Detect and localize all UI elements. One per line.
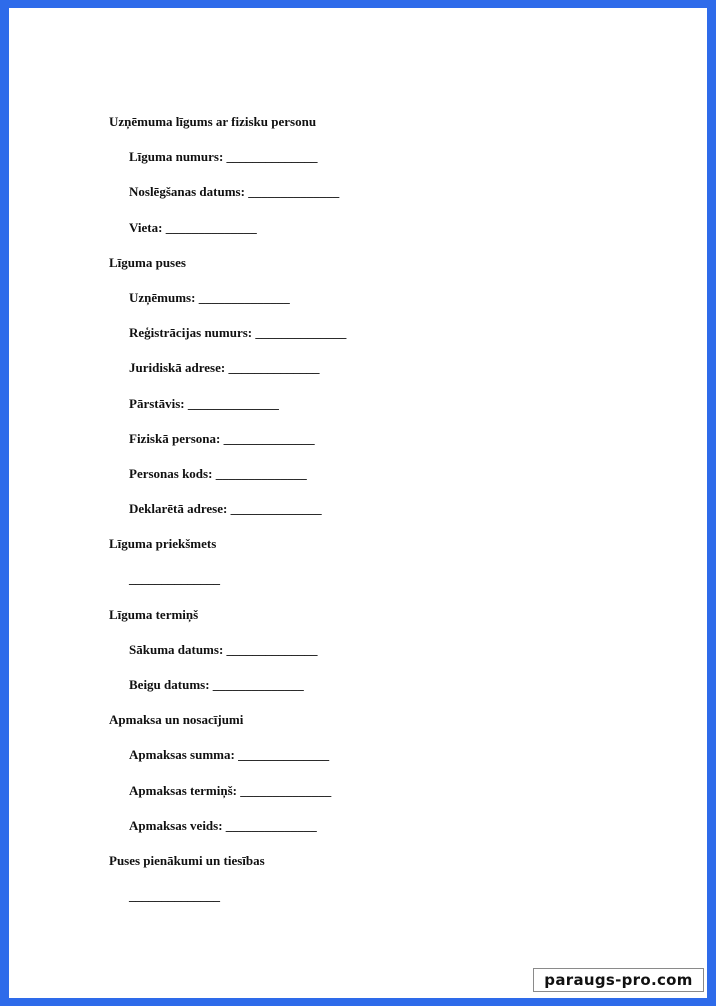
field-label: Deklarētā adrese:: [129, 501, 228, 517]
field-contract-number: [109, 139, 669, 174]
field-label: Noslēgšanas datums:: [129, 184, 245, 200]
section-heading-parties: Līguma puses: [109, 254, 186, 270]
section-heading-payment: Apmaksa un nosacījumi: [109, 712, 244, 728]
field-payment-method: [109, 808, 669, 843]
section-heading-term: Līguma termiņš: [109, 606, 199, 622]
field-signing-date: [109, 174, 669, 209]
field-obligations-blank: [109, 878, 669, 913]
section-heading-obligations: Puses pienākumi un tiesības: [109, 852, 265, 868]
field-label: Beigu datums:: [129, 677, 210, 692]
field-blank: ______________: [255, 325, 347, 341]
field-label: Juridiskā adrese:: [129, 360, 226, 376]
field-label: Apmaksas summa:: [129, 747, 235, 763]
section-heading-subject: Līguma priekšmets: [109, 536, 217, 552]
field-blank: ______________: [240, 782, 332, 798]
field-natural-person: [109, 421, 669, 456]
field-label: Personas kods:: [129, 465, 213, 481]
field-blank: ______________: [230, 501, 322, 517]
field-blank: ______________: [187, 395, 279, 411]
field-registration-number: [109, 315, 669, 350]
document-title: Uzņēmuma līgums ar fizisku personu: [109, 114, 317, 129]
field-blank: ______________: [226, 149, 318, 165]
field-personal-code: [109, 456, 669, 491]
field-blank: ______________: [238, 747, 330, 763]
field-representative: [109, 386, 669, 421]
field-blank: ______________: [215, 465, 307, 481]
field-label: Apmaksas termiņš:: [129, 782, 237, 798]
field-declared-address: [109, 491, 669, 526]
field-place: [109, 210, 669, 245]
field-payment-term: [109, 773, 669, 808]
field-blank: ______________: [165, 219, 257, 235]
field-company: [109, 280, 669, 315]
field-label: Reģistrācijas numurs:: [129, 325, 253, 341]
contract-document: [109, 104, 669, 913]
watermark-badge: paraugs-pro.com: [533, 968, 704, 992]
field-blank: ______________: [129, 571, 220, 587]
field-label: Pārstāvis:: [129, 395, 185, 411]
field-payment-amount: [109, 737, 669, 772]
field-label: Sākuma datums:: [129, 641, 224, 657]
field-blank: ______________: [212, 677, 304, 692]
field-blank: ______________: [225, 817, 317, 833]
field-subject-blank: [109, 561, 669, 596]
document-page: [9, 8, 707, 998]
field-label: Līguma numurs:: [129, 149, 224, 165]
field-label: Apmaksas veids:: [129, 817, 223, 833]
field-blank: ______________: [248, 184, 340, 200]
field-blank: ______________: [223, 430, 315, 446]
field-label: Uzņēmums:: [129, 289, 196, 305]
field-label: Fiziskā persona:: [129, 430, 221, 446]
field-blank: ______________: [129, 888, 220, 904]
field-blank: ______________: [226, 641, 318, 657]
field-blank: ______________: [228, 360, 320, 376]
field-label: Vieta:: [129, 219, 163, 235]
field-legal-address: [109, 350, 669, 385]
field-blank: ______________: [198, 289, 290, 305]
field-start-date: [109, 632, 669, 667]
field-end-date: [109, 667, 669, 702]
